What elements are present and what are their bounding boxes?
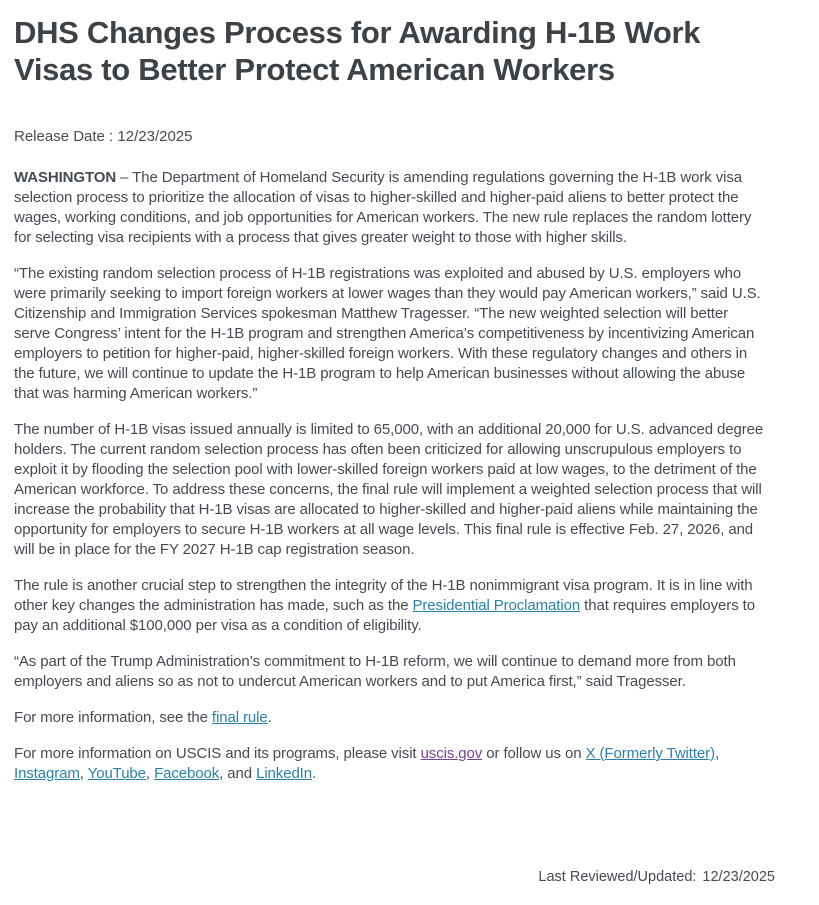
article-body <box>14 168 766 784</box>
paragraph <box>14 652 766 692</box>
instagram-link[interactable]: Instagram <box>14 765 80 782</box>
youtube-link[interactable]: YouTube <box>87 765 146 782</box>
uscis-gov-link[interactable]: uscis.gov <box>420 745 483 762</box>
text-run: For more information, see the <box>14 709 212 726</box>
text-run: “As part of the Trump Administration’s commitment to H-1B reform, we will continue to demand more from both employers and aliens so as not to undercut American workers and to put America first,” said Tragesser. <box>14 653 736 690</box>
text-run: , and <box>219 765 257 782</box>
text-run: , <box>145 765 155 782</box>
paragraph <box>14 708 766 728</box>
text-run: , <box>79 765 88 782</box>
paragraph <box>14 168 766 248</box>
facebook-link[interactable]: Facebook <box>154 765 220 782</box>
x-formerly-twitter-link[interactable]: X (Formerly Twitter) <box>585 745 715 762</box>
release-date-label: Release Date : <box>14 128 114 145</box>
text-run: or follow us on <box>482 745 586 762</box>
last-reviewed-value: 12/23/2025 <box>702 869 775 885</box>
text-run: . <box>267 709 272 726</box>
last-reviewed <box>538 868 775 886</box>
linkedin-link[interactable]: LinkedIn <box>256 765 312 782</box>
text-run: – The Department of Homeland Security is amending regulations governing the H-1B work visa selection process to prioritize the allocation of visas to higher-skilled and higher-paid aliens to better protect the wages, working conditions, and job opportunities for American workers. The new rule replaces the random lottery for selecting visa recipients with a process that gives greater weight to those with higher skills. <box>14 169 752 246</box>
text-run: For more information on USCIS and its programs, please visit <box>14 745 421 762</box>
paragraph <box>14 576 766 636</box>
paragraph <box>14 264 766 404</box>
paragraph <box>14 420 766 560</box>
text-run: , <box>714 745 720 762</box>
text-run: that requires employers to pay an additional $100,000 per visa as a condition of eligibility. <box>14 597 755 634</box>
last-reviewed-label: Last Reviewed/Updated: <box>538 869 697 885</box>
release-date <box>14 128 779 146</box>
paragraph <box>14 744 766 784</box>
final-rule-link[interactable]: final rule <box>211 709 268 726</box>
text-run: The number of H-1B visas issued annually is limited to 65,000, with an additional 20,000 for U.S. advanced degree holders. The current random selection process has often been criticized for allowing unscrupulous employers to exploit it by flooding the selection pool with lower-skilled foreign workers paid at low wages, to the detriment of the American workforce. To address these concerns, the final rule will implement a weighted selection process that will increase the probability that H-1B visas are allocated to higher-skilled and higher-paid aliens while maintaining the opportunity for employers to secure H-1B workers at all wage levels. This final rule is effective Feb. 27, 2026, and will be in place for the FY 2027 H-1B cap registration season. <box>14 421 764 558</box>
page-title: DHS Changes Process for Awarding H-1B Work Visas to Better Protect American Workers <box>14 15 701 87</box>
text-run: The rule is another crucial step to strengthen the integrity of the H-1B nonimmigrant visa program. It is in line with other key changes the administration has made, such as the <box>14 577 753 614</box>
text-run: . <box>312 765 317 782</box>
presidential-proclamation-link[interactable]: Presidential Proclamation <box>412 597 581 614</box>
release-date-value: 12/23/2025 <box>117 128 193 145</box>
bold-text: WASHINGTON <box>14 169 117 186</box>
text-run: “The existing random selection process of H-1B registrations was exploited and abused by U.S. employers who were primarily seeking to import foreign workers at lower wages than they would pay American workers,” said U.S. Citizenship and Immigration Services spokesman Matthew Tragesser. “The new weighted selection will better serve Congress’ intent for the H-1B program and strengthen America’s competitiveness by incentivizing American employers to petition for higher-paid, higher-skilled foreign workers. With these regulatory changes and others in the future, we will continue to update the H-1B program to help American businesses without allowing the abuse that was harming American workers.” <box>14 265 761 402</box>
